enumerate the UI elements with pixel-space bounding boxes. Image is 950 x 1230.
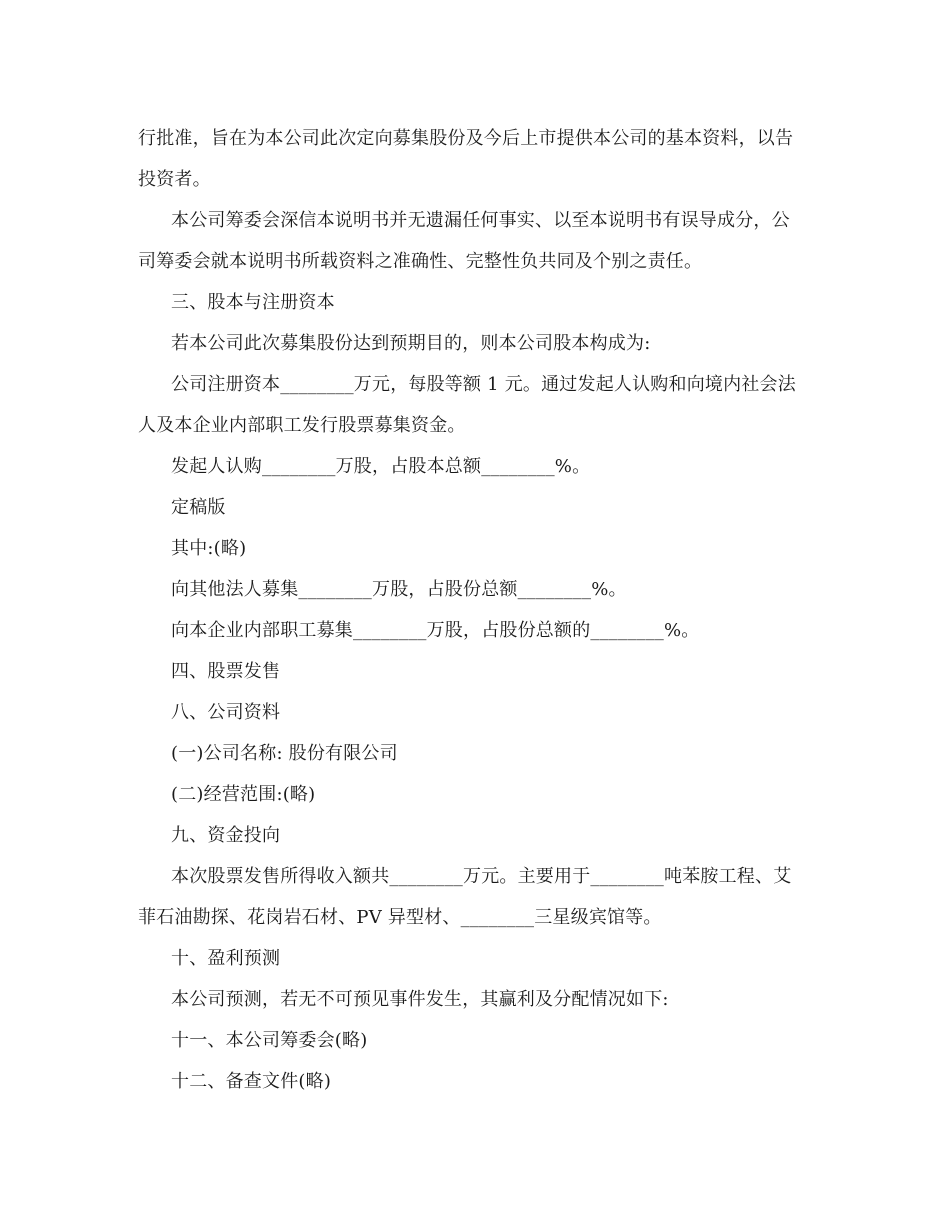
section-heading: 十二、备查文件(略) bbox=[171, 1071, 332, 1092]
paragraph-line: 本公司预测，若无不可预见事件发生，其赢利及分配情况如下: bbox=[171, 989, 669, 1010]
paragraph-line: 若本公司此次募集股份达到预期目的，则本公司股本构成为: bbox=[171, 333, 651, 354]
paragraph-line: 本次股票发售所得收入额共________万元。主要用于________吨苯胺工程、艾 bbox=[171, 866, 792, 887]
paragraph-line: 投资者。 bbox=[138, 169, 211, 190]
paragraph-line: (二)经营范围:(略) bbox=[171, 784, 316, 805]
paragraph-line: 其中:(略) bbox=[171, 538, 247, 559]
paragraph-line: 定稿版 bbox=[171, 497, 226, 518]
paragraph-line: 向本企业内部职工募集________万股，占股份总额的________%。 bbox=[171, 620, 700, 641]
section-heading: 四、股票发售 bbox=[171, 661, 281, 682]
paragraph-line: (一)公司名称: 股份有限公司 bbox=[171, 743, 398, 764]
paragraph-line: 向其他法人募集________万股，占股份总额________%。 bbox=[171, 579, 627, 600]
paragraph-line: 公司注册资本________万元，每股等额 1 元。通过发起人认购和向境内社会法 bbox=[171, 374, 796, 395]
document-body bbox=[138, 118, 818, 1102]
section-heading: 八、公司资料 bbox=[171, 702, 281, 723]
paragraph-line: 发起人认购________万股，占股本总额________%。 bbox=[171, 456, 591, 477]
paragraph-line: 菲石油勘探、花岗岩石材、PV 异型材、________三星级宾馆等。 bbox=[138, 907, 662, 928]
paragraph-line: 行批准，旨在为本公司此次定向募集股份及今后上市提供本公司的基本资料，以告 bbox=[138, 128, 794, 149]
section-heading: 三、股本与注册资本 bbox=[171, 292, 335, 313]
paragraph-line: 本公司筹委会深信本说明书并无遗漏任何事实、以至本说明书有误导成分，公 bbox=[171, 210, 790, 231]
section-heading: 十、盈利预测 bbox=[171, 948, 281, 969]
paragraph-line: 司筹委会就本说明书所载资料之准确性、完整性负共同及个别之责任。 bbox=[138, 251, 703, 272]
section-heading: 十一、本公司筹委会(略) bbox=[171, 1030, 368, 1051]
section-heading: 九、资金投向 bbox=[171, 825, 281, 846]
paragraph-line: 人及本企业内部职工发行股票募集资金。 bbox=[138, 415, 466, 436]
